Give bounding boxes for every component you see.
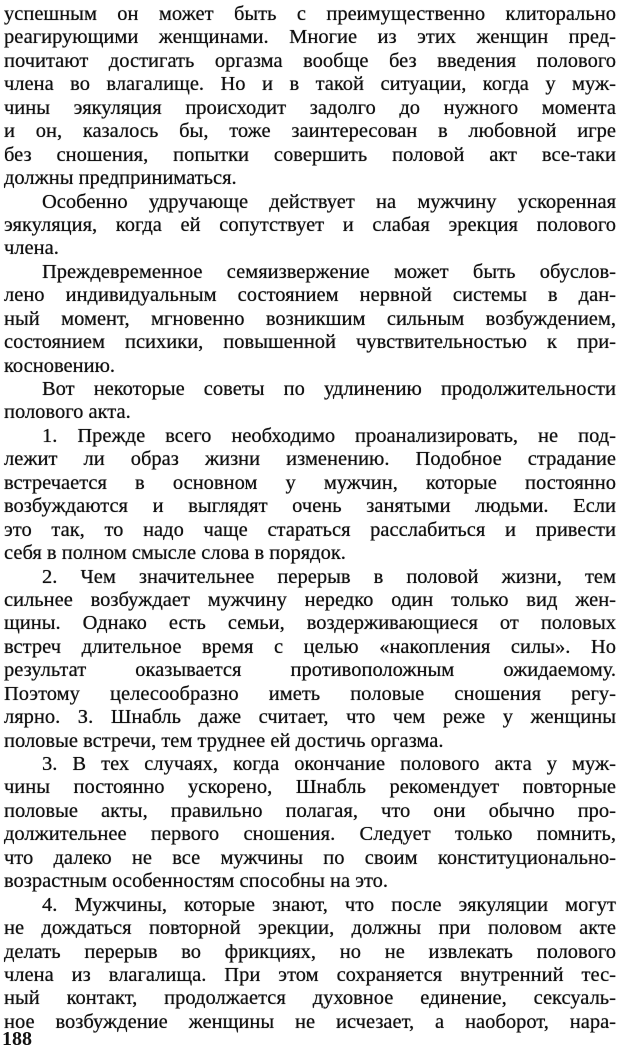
text-line: без сношения, попытки совершить половой акт все-таки [4,143,616,166]
paragraph [4,753,616,894]
text-line: 1. Прежде всего необходимо проанализировать, не под- [42,424,616,447]
text-line: Поэтому целесообразно иметь половые сношения регу- [4,682,616,705]
paragraph [4,3,616,191]
text-line: почитают достигать оргазма вообще без введения полового [4,49,616,72]
text-line: Преждевременное семяизвержение может быть обуслов- [42,260,616,283]
text-line: 2. Чем значительнее перерыв в половой жизни, тем [42,565,616,588]
text-line: лежит ли образ жизни изменению. Подобное страдание [4,448,616,471]
text-line: и он, казалось бы, тоже заинтересован в любовной игре [4,120,616,143]
paragraph [4,261,616,378]
paragraph [4,425,616,566]
text-line: это так, то надо чаще стараться расслабиться и привести [4,518,616,541]
paragraph [4,191,616,261]
text-line: чины эякуляция происходит задолго до нужного момента [4,96,616,119]
text-line: должительнее первого сношения. Следует только помнить, [4,823,616,846]
text-line: состоянием психики, повышенной чувствительностью к при- [4,331,616,354]
text-line: лено индивидуальным состоянием нервной системы в дан- [4,284,616,307]
text-line: эякуляция, когда ей сопутствует и слабая эрекция полового [4,213,616,236]
text-line: щины. Однако есть семьи, воздерживающиеся от половых [4,612,616,635]
text-line: себя в полном смысле слова в порядок. [4,542,346,565]
text-line: встреч длительное время с целью «накопления силы». Но [4,635,616,658]
text-line: делать перерыв во фрикциях, но не извлекать полового [4,940,616,963]
text-line: 3. В тех случаях, когда окончание полового акта у муж- [42,753,616,775]
text-line: ный контакт, продолжается духовное единение, сексуаль- [4,987,616,1010]
text-line: встречается в основном у мужчин, которые постоянно [4,471,616,494]
page-number: 188 [2,1028,32,1050]
text-line: реагирующими женщинами. Многие из этих женщин пред- [4,26,616,49]
text-line: сильнее возбуждает мужчину нередко один только вид жен- [4,588,616,611]
text-line: половые встречи, тем труднее ей достичь оргазма. [4,729,444,752]
text-line: члена. [4,237,59,260]
text-line: 4. Мужчины, которые знают, что после эякуляции могут [42,893,616,916]
text-line: результат оказывается противоположным ожидаемому. [4,659,616,682]
text-line: косновению. [4,354,116,377]
text-line: члена из влагалища. При этом сохраняется внутренний тес- [4,963,616,986]
text-line: возбуждаются и выглядят очень занятыми людьми. Если [4,495,616,518]
text-line: что далеко не все мужчины по своим конституционально- [4,846,616,869]
paragraph [4,894,616,1035]
text-line: успешным он может быть с преимущественно клиторально [4,3,616,25]
text-line: члена во влагалище. Но и в такой ситуации, когда у муж- [4,73,616,96]
paragraph [4,378,616,425]
text-line: ный момент, мгновенно возникшим сильным возбуждением, [4,307,616,330]
text-line: чины постоянно ускорено, Шнабль рекомендует повторные [4,776,616,799]
text-line: не дождаться повторной эрекции, должны при половом акте [4,917,616,940]
book-page-text [4,3,616,1034]
text-line: половые акты, правильно полагая, что они обычно про- [4,799,616,822]
text-line: Вот некоторые советы по удлинению продолжительности [42,378,616,400]
text-line: Особенно удручающе действует на мужчину ускоренная [42,190,616,213]
text-line: полового акта. [4,401,131,424]
text-line: ное возбуждение женщины не исчезает, а наоборот, нара- [4,1010,616,1033]
paragraph [4,566,616,754]
text-line: лярно. З. Шнабль даже считает, что чем реже у женщины [4,706,616,729]
text-line: возрастным особенностям способны на это. [4,870,389,893]
text-line: должны предприниматься. [4,167,237,190]
